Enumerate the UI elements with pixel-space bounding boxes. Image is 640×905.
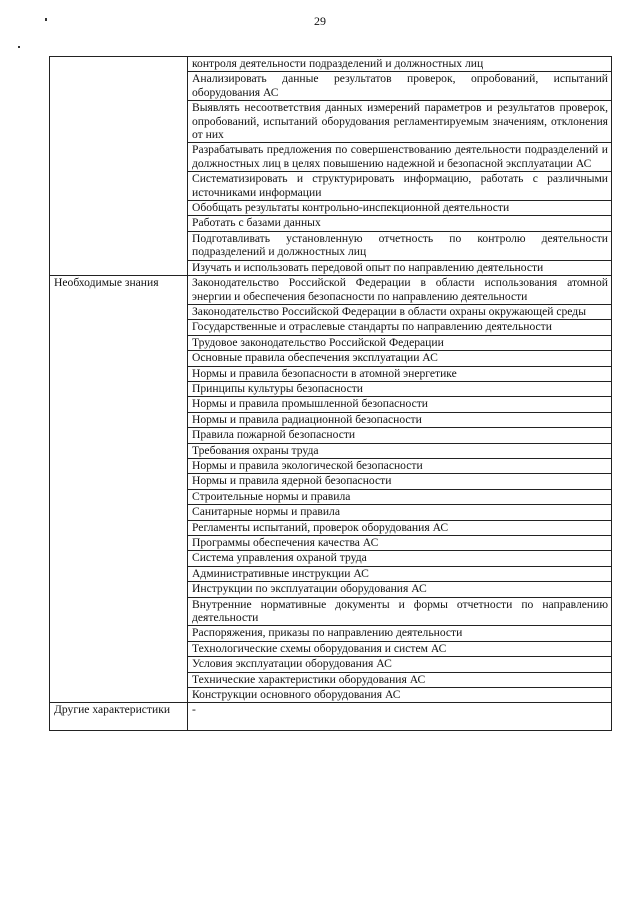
row-item: Программы обеспечения качества АС: [188, 536, 612, 551]
table-row: [50, 703, 612, 731]
row-item: Нормы и правила безопасности в атомной энергетике: [188, 366, 612, 381]
row-item: -: [188, 703, 612, 731]
row-item: Административные инструкции АС: [188, 566, 612, 581]
row-item: Законодательство Российской Федерации в области охраны окружающей среды: [188, 304, 612, 319]
row-item: Система управления охраной труда: [188, 551, 612, 566]
row-item: Распоряжения, приказы по направлению деятельности: [188, 626, 612, 641]
row-item: Систематизировать и структурировать информацию, работать с различными источниками информации: [188, 172, 612, 201]
row-item: контроля деятельности подразделений и должностных лиц: [188, 57, 612, 72]
row-item: Разрабатывать предложения по совершенствованию деятельности подразделений и должностных лиц в целях повышению надежной и безопасной эксплуатации АС: [188, 143, 612, 172]
row-item: Нормы и правила экологической безопасности: [188, 458, 612, 473]
row-item: Нормы и правила промышленной безопасности: [188, 397, 612, 412]
competency-table: [49, 56, 612, 731]
row-item: Основные правила обеспечения эксплуатации АС: [188, 351, 612, 366]
row-label: Необходимые знания: [50, 276, 188, 703]
row-item: Санитарные нормы и правила: [188, 505, 612, 520]
row-item: Нормы и правила ядерной безопасности: [188, 474, 612, 489]
row-item: Трудовое законодательство Российской Федерации: [188, 335, 612, 350]
row-item: Нормы и правила радиационной безопасности: [188, 412, 612, 427]
row-item: Изучать и использовать передовой опыт по направлению деятельности: [188, 260, 612, 275]
row-item: Государственные и отраслевые стандарты по направлению деятельности: [188, 320, 612, 335]
row-item: Анализировать данные результатов проверок, опробований, испытаний оборудования АС: [188, 72, 612, 101]
row-item: Требования охраны труда: [188, 443, 612, 458]
row-item: Подготавливать установленную отчетность по контролю деятельности подразделений и должностных лиц: [188, 231, 612, 260]
row-item: Технические характеристики оборудования АС: [188, 672, 612, 687]
scan-speck: [18, 46, 20, 48]
row-item: Условия эксплуатации оборудования АС: [188, 657, 612, 672]
table-row: [50, 276, 612, 305]
page-number: 29: [314, 14, 326, 28]
row-item: Обобщать результаты контрольно-инспекционной деятельности: [188, 201, 612, 216]
row-item: Выявлять несоответствия данных измерений параметров и результатов проверок, опробований, испытаний оборудования регламентируемым значениям, отклонения от них: [188, 101, 612, 143]
row-item: Правила пожарной безопасности: [188, 428, 612, 443]
scan-speck: [45, 18, 47, 21]
row-item: Инструкции по эксплуатации оборудования АС: [188, 582, 612, 597]
row-item: Законодательство Российской Федерации в области использования атомной энергии и обеспечения безопасности по направлению деятельности: [188, 276, 612, 305]
row-item: Работать с базами данных: [188, 216, 612, 231]
table-row: [50, 57, 612, 72]
row-item: Внутренние нормативные документы и формы отчетности по направлению деятельности: [188, 597, 612, 626]
row-item: Конструкции основного оборудования АС: [188, 688, 612, 703]
row-item: Строительные нормы и правила: [188, 489, 612, 504]
row-label: Другие характеристики: [50, 703, 188, 731]
row-label: [50, 57, 188, 276]
row-item: Регламенты испытаний, проверок оборудования АС: [188, 520, 612, 535]
row-item: Технологические схемы оборудования и систем АС: [188, 641, 612, 656]
row-item: Принципы культуры безопасности: [188, 381, 612, 396]
